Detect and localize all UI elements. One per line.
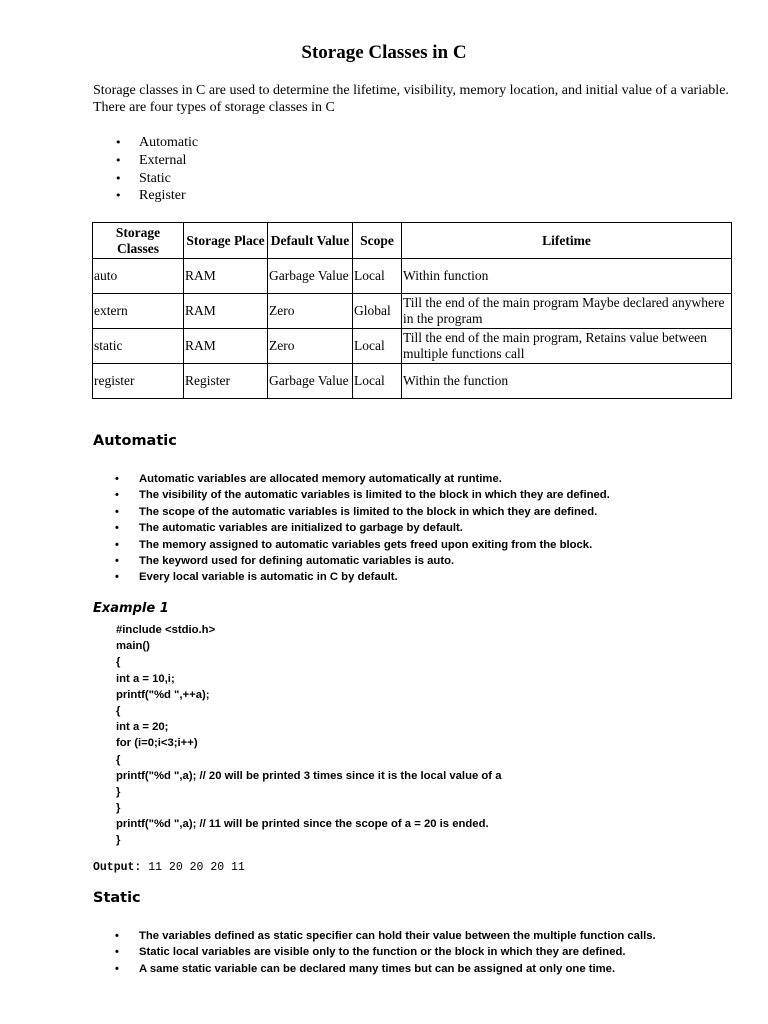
storage-classes-table — [92, 222, 732, 399]
example-heading: Example 1 — [93, 601, 169, 616]
table-cell: Local — [353, 364, 402, 399]
code-line: printf("%d ",a); // 11 will be printed since the scope of a = 20 is ended. — [116, 818, 489, 831]
table-cell: auto — [93, 259, 184, 294]
code-line: printf("%d ",a); // 20 will be printed 3 times since it is the local value of a — [116, 769, 502, 782]
table-cell: RAM — [184, 259, 268, 294]
code-line: int a = 20; — [116, 721, 169, 734]
column-header: Storage Place — [184, 223, 268, 259]
table-row — [93, 364, 732, 399]
output-label: Output: — [93, 861, 142, 874]
table-cell: Within the function — [402, 364, 732, 399]
list-item: • External — [93, 152, 198, 170]
code-line: int a = 10,i; — [116, 672, 175, 685]
code-line: } — [116, 834, 121, 847]
intro-paragraph: Storage classes in C are used to determine the lifetime, visibility, memory location, and initial value of a variable. There are four types of storage classes in C — [93, 83, 729, 115]
column-header: Storage Classes — [93, 223, 184, 259]
table-cell: Local — [353, 329, 402, 364]
storage-types-list — [93, 134, 198, 205]
table-cell: RAM — [184, 329, 268, 364]
table-cell: Local — [353, 259, 402, 294]
table-cell: Within function — [402, 259, 732, 294]
output-value: 11 20 20 20 11 — [148, 861, 245, 874]
list-item: • Automatic variables are allocated memory automatically at runtime. — [93, 471, 610, 487]
list-item: • Static — [93, 170, 198, 188]
list-item: • The memory assigned to automatic variables gets freed upon exiting from the block. — [93, 537, 610, 553]
table-cell: Garbage Value — [268, 364, 353, 399]
table-row — [93, 294, 732, 329]
table-cell: extern — [93, 294, 184, 329]
list-item: • The visibility of the automatic variables is limited to the block in which they are defined. — [93, 487, 610, 503]
code-line: } — [116, 785, 121, 798]
list-item: • The keyword used for defining automatic variables is auto. — [93, 553, 610, 569]
code-line: #include <stdio.h> — [116, 624, 216, 636]
column-header: Lifetime — [402, 223, 732, 259]
table-cell: register — [93, 364, 184, 399]
table-cell: static — [93, 329, 184, 364]
table-cell: Zero — [268, 329, 353, 364]
table-cell: RAM — [184, 294, 268, 329]
code-line: printf("%d ",++a); — [116, 688, 210, 701]
table-cell: Zero — [268, 294, 353, 329]
table-row — [93, 329, 732, 364]
code-block — [116, 622, 501, 849]
code-line: { — [116, 753, 121, 766]
code-line: } — [116, 802, 121, 815]
column-header: Scope — [353, 223, 402, 259]
table-row — [93, 259, 732, 294]
automatic-points-list — [93, 471, 610, 586]
list-item: • Every local variable is automatic in C by default. — [93, 569, 610, 585]
section-heading-static: Static — [93, 890, 141, 906]
code-line: main() — [116, 640, 150, 653]
column-header: Default Value — [268, 223, 353, 259]
list-item: • The scope of the automatic variables is limited to the block in which they are defined. — [93, 504, 610, 520]
table-cell: Till the end of the main program, Retains value between multiple functions call — [402, 329, 732, 364]
code-line: { — [116, 704, 121, 717]
code-line: for (i=0;i<3;i++) — [116, 737, 198, 750]
list-item: • The automatic variables are initialized to garbage by default. — [93, 520, 610, 536]
static-points-list — [93, 928, 656, 977]
page-title: Storage Classes in C — [301, 42, 467, 63]
code-line: { — [116, 656, 121, 669]
list-item: • The variables defined as static specifier can hold their value between the multiple function calls. — [93, 928, 656, 944]
list-item: • Static local variables are visible only to the function or the block in which they are defined. — [93, 944, 656, 960]
table-cell: Register — [184, 364, 268, 399]
list-item: • Register — [93, 187, 198, 205]
output-line — [93, 861, 245, 874]
table-cell: Garbage Value — [268, 259, 353, 294]
table-header-row — [93, 223, 732, 259]
list-item: • A same static variable can be declared many times but can be assigned at only one time. — [93, 961, 656, 977]
list-item: • Automatic — [93, 134, 198, 152]
table-cell: Global — [353, 294, 402, 329]
table-cell: Till the end of the main program Maybe declared anywhere in the program — [402, 294, 732, 329]
section-heading-automatic: Automatic — [93, 433, 177, 449]
